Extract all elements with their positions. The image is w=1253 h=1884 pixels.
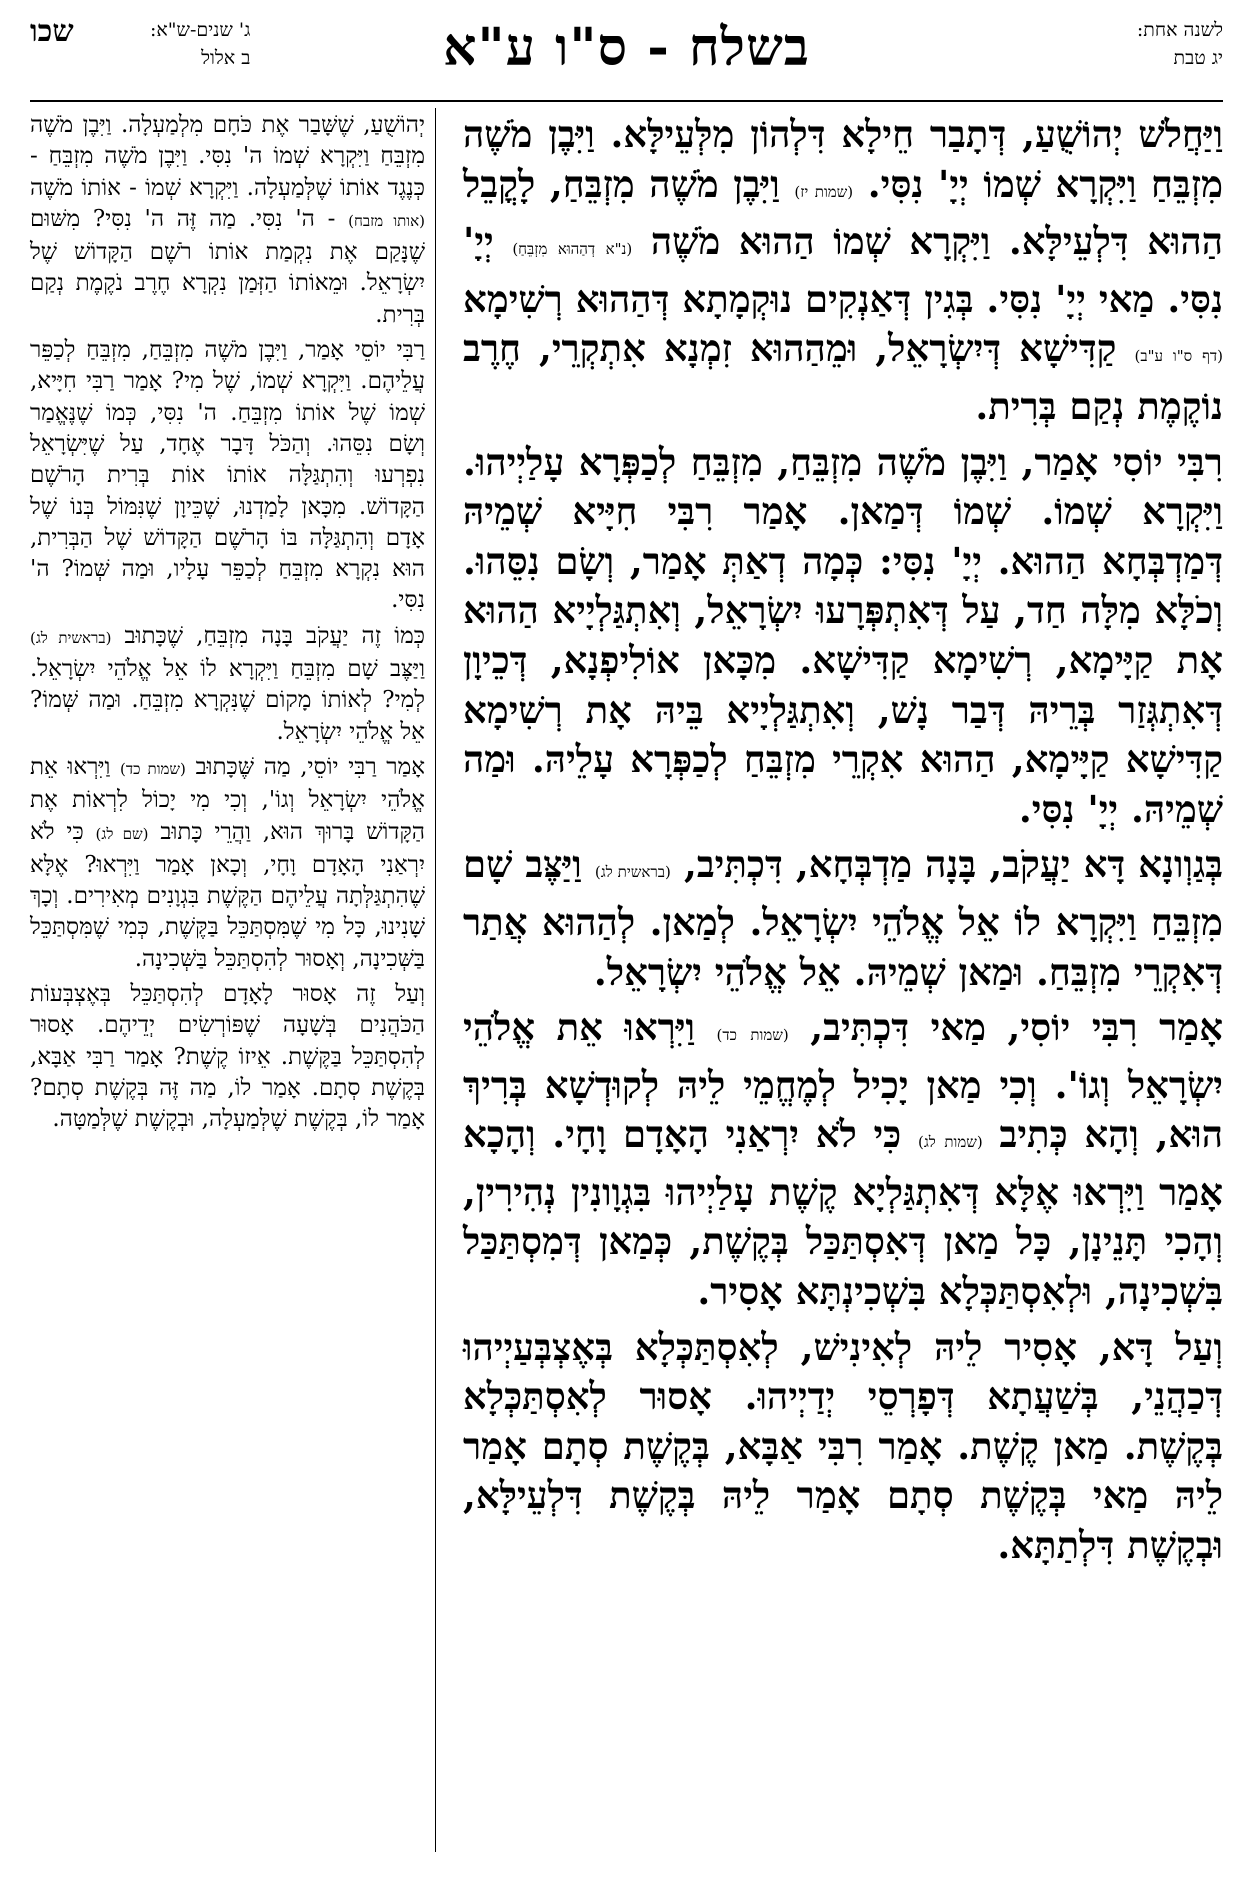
- source-reference: (שם לג): [95, 824, 149, 843]
- source-reference: (בראשית לג): [594, 863, 671, 882]
- page-title: בשלח - ס"ו ע"א: [443, 17, 810, 78]
- variant-note: (נ"א דְהַהוּא מִזְבֵּחַ): [512, 240, 633, 259]
- schedule-date: ב אלול: [201, 47, 251, 69]
- main-paragraph: בְּגַוְונָא דָּא יַעֲקֹב, בָּנָה מַדְבְּחָא, דִּכְתִּיב, (בראשית לג) וַיַּצֶּב שָׁם מִזְבֵּחַ וַיִּקְרָא לוֹ אֵל אֱלֹהֵי יִשְׂרָאֵל. לְמַאן. לְהַהוּא אֲתַר דְּאִקְרֵי מִזְבֵּחַ. וּמַאן שְׁמֵיהּ. אֵל אֱלֹהֵי יִשְׂרָאֵל.: [463, 842, 1224, 994]
- page-number: שכו: [30, 14, 74, 49]
- main-paragraph: וַיַּחֲלֹשׁ יְהוֹשֻׁעַ, דְּתָבַר חֵילָא דִּלְהוֹן מִלְּעֵילָּא. וַיִּבֶן מֹשֶׁה מִזְבֵּחַ וַיִּקְרָא שְׁמוֹ יְיָ' נִסִּי. (שמות יז) וַיִּבֶן מֹשֶׁה מִזְבֵּחַ, לָקֳבֵל הַהוּא דִּלְעֵילָּא. וַיִּקְרָא שְׁמוֹ הַהוּא מֹשֶׁה (נ"א דְהַהוּא מִזְבֵּחַ) יְיָ' נִסִּי. מַאי יְיָ' נִסִּי. בְּגִין דְּאַנְקִים נוּקְמָתָא דְּהַהוּא רְשִׁימָא (דף ס"ו ע"ב) קַדִּישָׁא דְּיִשְׂרָאֵל, וּמֵהַהוּא זִמְנָא אִתְקְרֵי, חֶרֶב נוֹקֶמֶת נְקַם בְּרִית.: [463, 112, 1224, 428]
- page-header: [30, 12, 1223, 102]
- translation-paragraph: יְהוֹשֻׁעַ, שֶׁשָּׁבַר אֶת כֹּחָם מִלְמַעְלָה. וַיִּבֶן מֹשֶׁה מִזְבֵּחַ וַיִּקְרָא שְׁמוֹ ה' נִסִּי. וַיִּבֶן מֹשֶׁה מִזְבֵּחַ - כְּנֶגֶד אוֹתוֹ שֶׁלְּמַעְלָה. וַיִּקְרָא שְׁמוֹ - אוֹתוֹ מֹשֶׁה (אותו מזבח) - ה' נִסִּי. מַה זֶּה ה' נִסִּי? מִשּׁוּם שֶׁנָּקַם אֶת נִקְמַת אוֹתוֹ רֹשֶׁם הַקָּדוֹשׁ שֶׁל יִשְׂרָאֵל. וּמֵאוֹתוֹ הַזְּמַן נִקְרָא חֶרֶב נֹקֶמֶת נְקַם בְּרִית.: [30, 112, 425, 328]
- main-paragraph: וְעַל דָּא, אָסִיר לֵיהּ לְאִינִישׁ, לְאִסְתַּכְּלָא בְּאֶצְבְּעַיְיהוּ דְּכַהֲנֵי, בְּשַׁעֲתָא דְּפָרְסֵי יְדַיְיהוּ. אָסוּר לְאִסְתַּכְּלָא בְּקֶשֶׁת. מַאן קֶשֶׁת. אָמַר רִבִּי אַבָּא, בְּקֶשֶׁת סְתָם אָמַר לֵיהּ מַאי בְּקֶשֶׁת סְתָם אָמַר לֵיהּ בְּקֶשֶׁת דִּלְעֵילָּא, וּבְקֶשֶׁת דִּלְתַתָּא.: [463, 1324, 1223, 1568]
- schedule-label: ג' שנים-ש"א:: [150, 19, 251, 41]
- translation-column: [30, 110, 425, 1140]
- folio-reference: (דף ס"ו ע"ב): [1134, 347, 1223, 366]
- study-schedule-three-years: [150, 16, 250, 72]
- column-divider: [435, 108, 436, 1852]
- translation-paragraph: אָמַר רַבִּי יוֹסֵי, מַה שֶּׁכָּתוּב (שמות כד) וַיִּרְאוּ אֵת אֱלֹהֵי יִשְׂרָאֵל וְגוֹ', וְכִי מִי יָכוֹל לִרְאוֹת אֶת הַקָּדוֹשׁ בָּרוּךְ הוּא, וַהֲרֵי כָּתוּב (שם לג) כִּי לֹא יִרְאַנִי הָאָדָם וָחָי, וְכָאן אָמַר וַיִּרְאוּ? אֶלָּא שֶׁהִתְגַּלְּתָה עֲלֵיהֶם הַקֶּשֶׁת בִּגְוָנִים מְאִירִים. וְכָךְ שָׁנִינוּ, כָּל מִי שֶׁמִּסְתַּכֵּל בַּקֶּשֶׁת, כְּמִי שֶׁמִּסְתַּכֵּל בַּשְּׁכִינָה, וְאָסוּר לְהִסְתַּכֵּל בַּשְּׁכִינָה.: [30, 753, 426, 972]
- schedule-label: לשנה אחת:: [1136, 19, 1223, 41]
- source-reference: (שמות לג): [917, 1133, 983, 1152]
- source-reference: (שמות יז): [794, 182, 854, 201]
- source-reference: (בראשית לג): [30, 628, 112, 647]
- header-divider: [30, 100, 1223, 102]
- main-paragraph: אָמַר רִבִּי יוֹסִי, מַאי דִּכְתִּיב, (שמות כד) וַיִּרְאוּ אֵת אֱלֹהֵי יִשְׂרָאֵל וְגוֹ'. וְכִי מַאן יָכִיל לְמֶחֱמֵי לֵיהּ לְקוּדְשָׁא בְּרִיךְ הוּא, וְהָא כְּתִיב (שמות לג) כִּי לֹא יִרְאַנִי הָאָדָם וָחָי. וְהָכָא אָמַר וַיִּרְאוּ אֶלָּא דְּאִתְגַּלְיָא קֶשֶׁת עָלַיְיהוּ בִּגְוָונִין נְהִירִין, וְהָכִי תָּנֵינָן, כָּל מַאן דְּאִסְתַּכַּל בְּקֶשֶׁת, כְּמַאן דְּמִסְתַּכַּל בִּשְׁכִינָה, וּלְאִסְתַּכְּלָא בִּשְׁכִינְתָּא אָסִיר.: [463, 1005, 1223, 1314]
- translation-paragraph: רַבִּי יוֹסֵי אָמַר, וַיִּבֶן מֹשֶׁה מִזְבֵּחַ, מִזְבֵּחַ לְכַפֵּר עֲלֵיהֶם. וַיִּקְרָא שְׁמוֹ, שֶׁל מִי? אָמַר רַבִּי חִיָּיא, שְׁמוֹ שֶׁל אוֹתוֹ מִזְבֵּחַ. ה' נִסִּי, כְּמוֹ שֶׁנֶּאֱמַר וְשָׂם נִסֵּהוּ. וְהַכֹּל דָּבָר אֶחָד, עַל שֶׁיִּשְׂרָאֵל נִפְרְעוּ וְהִתְגַּלָּה אוֹתוֹ אוֹת בְּרִית הָרֹשֶׁם הַקָּדוֹשׁ. מִכָּאן לָמַדְנוּ, שֶׁכֵּיוָן שֶׁנִּמּוֹל בְּנוֹ שֶׁל אָדָם וְהִתְגַּלָּה בּוֹ הָרֹשֶׁם הַקָּדוֹשׁ שֶׁל הַבְּרִית, הוּא נִקְרָא מִזְבֵּחַ לְכַפֵּר עָלָיו, וּמַה שְּׁמוֹ? ה' נִסִּי.: [30, 337, 425, 614]
- source-reference: (שמות כד): [120, 759, 186, 778]
- main-paragraph: רִבִּי יוֹסִי אָמַר, וַיִּבֶן מֹשֶׁה מִזְבֵּחַ, מִזְבֵּחַ לְכַפְּרָא עָלַיְיהוּ. וַיִּקְרָא שְׁמוֹ. שְׁמוֹ דְּמַאן. אָמַר רִבִּי חִיָּיא שְׁמֵיהּ דְּמַדְבְּחָא הַהוּא. יְיָ' נִסִּי: כְּמָה דְאַתְּ אָמַר, וְשָׂם נִסֵּהוּ. וְכֹלָּא מִלָּה חַד, עַל דְּאִתְפְּרָעוּ יִשְׂרָאֵל, וְאִתְגַּלְיָיא הַהוּא אָת קַיָּימָא, רְשִׁימָא קַדִּישָׁא. מִכָּאן אוֹלִיפְנָא, דְּכֵיוָן דְּאִתְגְּזַר בְּרֵיהּ דְּבַר נָשׁ, וְאִתְגַּלְיָיא בֵּיהּ אָת רְשִׁימָא קַדִּישָׁא קַיָּימָא, הַהוּא אִקְרֵי מִזְבֵּחַ לְכַפְּרָא עָלֵיהּ. וּמַה שְׁמֵיהּ. יְיָ' נִסִּי.: [463, 439, 1223, 831]
- variant-note: (אותו מזבח): [348, 211, 425, 230]
- zohar-text-column: [463, 110, 1223, 1577]
- source-reference: (שמות כד): [716, 1026, 789, 1045]
- translation-paragraph: כְּמוֹ זֶה יַעֲקֹב בָּנָה מִזְבֵּחַ, שֶׁכָּתוּב (בראשית לג) וַיַּצֶּב שָׁם מִזְבֵּחַ וַיִּקְרָא לוֹ אֵל אֱלֹהֵי יִשְׂרָאֵל. לְמִי? לְאוֹתוֹ מָקוֹם שֶׁנִּקְרָא מִזְבֵּחַ. וּמַה שְּׁמוֹ? אֵל אֱלֹהֵי יִשְׂרָאֵל.: [30, 622, 425, 745]
- schedule-date: יג טבת: [1173, 47, 1223, 69]
- translation-paragraph: וְעַל זֶה אָסוּר לָאָדָם לְהִסְתַּכֵּל בְּאֶצְבְּעוֹת הַכֹּהֲנִים בְּשָׁעָה שֶׁפּוֹרְשִׂים יְדֵיהֶם. אָסוּר לְהִסְתַּכֵּל בַּקֶּשֶׁת. אֵיזוֹ קֶשֶׁת? אָמַר רַבִּי אַבָּא, בְּקֶשֶׁת סְתָם. אָמַר לוֹ, מַה זֶּה בְּקֶשֶׁת סְתָם? אָמַר לוֹ, בְּקֶשֶׁת שֶׁלְּמַעְלָה, וּבְקֶשֶׁת שֶׁלְּמַטָּה.: [30, 981, 425, 1133]
